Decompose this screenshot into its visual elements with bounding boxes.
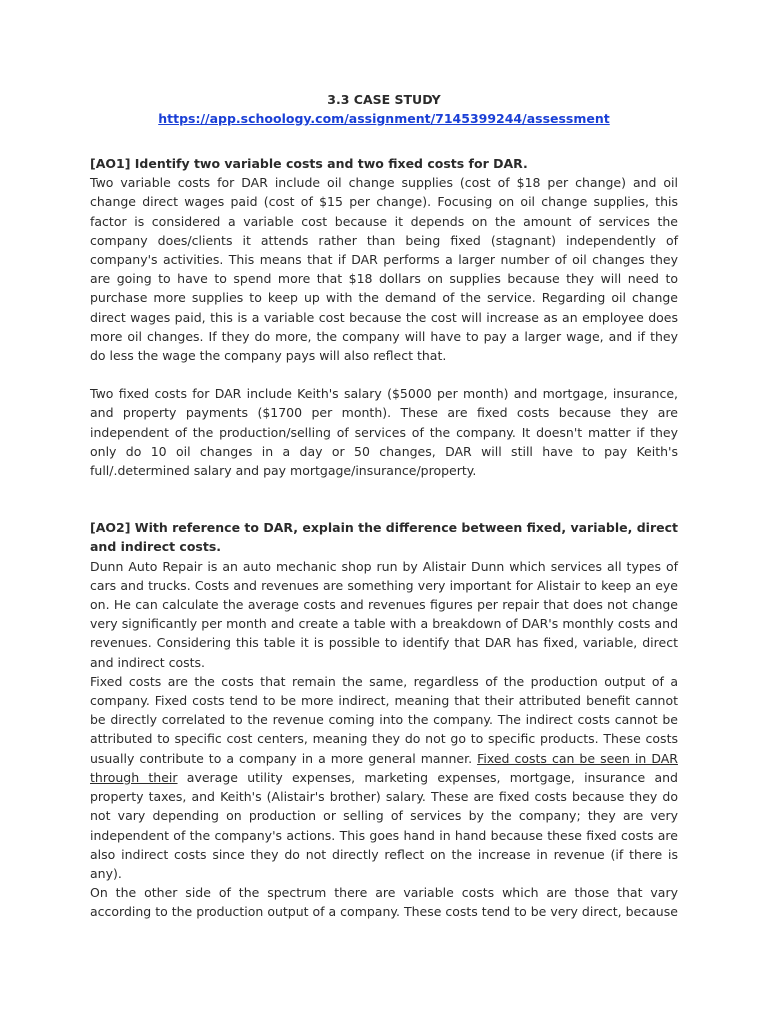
section-heading-ao2: [AO2] With reference to DAR, explain the difference between fixed, variable, direct and indirect costs.: [90, 520, 678, 555]
underlined-text: Fixed costs can be seen in DAR through their: [90, 750, 678, 785]
paragraph-dar-intro: Dunn Auto Repair is an auto mechanic shop run by Alistair Dunn which services all types of cars and trucks. Costs and revenues are something very important for Alistair to keep an eye on. He can calculate the average costs and revenues figures per repair that does not change very significantly per month and create a table with a breakdown of DAR's monthly costs and revenues. Considering this table it is possible to identify that DAR has fixed, variable, direct and indirect costs.: [90, 558, 678, 670]
paragraph-text: Fixed costs are the costs that remain the same, regardless of the production output of a company. Fixed costs tend to be more indirect, meaning that their attributed benefit cannot be directly correlated to the revenue coming into the company. The indirect costs cannot be attributed to specific cost centers, meaning they do not go to specific products. These costs usually contribute to a company in a more general manner.: [90, 673, 678, 766]
section-heading-ao1: [AO1] Identify two variable costs and two fixed costs for DAR.: [90, 156, 528, 171]
paragraph-fixed-indirect: [90, 672, 678, 883]
document-page: [90, 90, 678, 922]
paragraph-variable-direct: On the other side of the spectrum there are variable costs which are those that vary according to the production output of a company. These costs tend to be very direct, because: [90, 885, 678, 920]
paragraph-text: average utility expenses, marketing expenses, mortgage, insurance and property taxes, and Keith's (Alistair's brother) salary. These are fixed costs because they do not vary depending on production or selling of services by the company; they are very independent of the company's actions. This goes hand in hand because these fixed costs are also indirect costs since they do not directly reflect on the increase in revenue (if there is any).: [90, 769, 678, 881]
paragraph-variable-costs: Two variable costs for DAR include oil change supplies (cost of $18 per change) and oil change direct wages paid (cost of $15 per change). Focusing on oil change supplies, this factor is considered a variable cost because it depends on the amount of services the company does/clients it attends rather than being fixed (stagnant) independently of company's activities. This means that if DAR performs a larger number of oil changes they are going to have to spend more that $18 dollars on supplies because they will need to purchase more supplies to keep up with the demand of the service. Regarding oil change direct wages paid, this is a variable cost because the cost will increase as an employee does more oil changes. If they do more, the company will have to pay a larger wage, and if they do less the wage the company pays will also reflect that.: [90, 175, 678, 364]
section-gap: [90, 480, 678, 518]
paragraph-fixed-costs: Two fixed costs for DAR include Keith's salary ($5000 per month) and mortgage, insurance, and property payments ($1700 per month). These are fixed costs because they are independent of the production/selling of services of the company. It doesn't matter if they only do 10 oil changes in a day or 50 changes, DAR will still have to pay Keith's full/.determined salary and pay mortgage/insurance/property.: [90, 386, 678, 479]
document-title: 3.3 CASE STUDY: [327, 92, 441, 107]
paragraph-gap: [90, 365, 678, 384]
assessment-link[interactable]: https://app.schoology.com/assignment/7145399244/assessment: [158, 111, 610, 126]
